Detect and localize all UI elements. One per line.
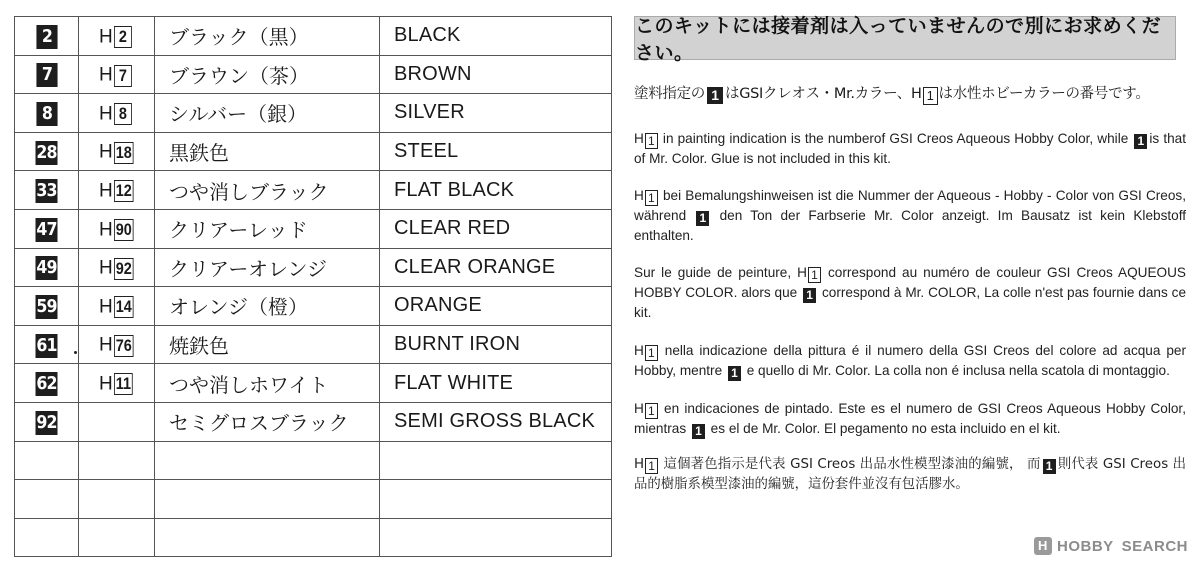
hobby-color-box-icon: 1 — [808, 267, 821, 283]
color-name-jp: ブラック（黒） — [155, 17, 380, 56]
color-name-en: BLACK — [380, 17, 612, 56]
note-jp-text-mid: はGSIクレオス・Mr.カラー、H — [725, 86, 922, 102]
note-zh-part1: 這個著色指示是代表 GSI Creos 出品水性模型漆油的編號， 而 — [659, 456, 1041, 472]
note-fr-pre: Sur le guide de peinture, H — [634, 265, 807, 281]
color-name-jp — [155, 480, 380, 519]
note-fr-part2: correspond à Mr. COLOR, La colle n'est pas fournie dans ce kit. — [634, 285, 1187, 321]
h-prefix: H — [99, 26, 113, 48]
watermark-word: SEARCH — [1121, 537, 1188, 555]
hobby-color-number: 14 — [115, 297, 132, 317]
paint-note-zh — [634, 455, 1186, 495]
note-de-part1: bei Bemalungshinweisen ist die Nummer der Aqueous - Hobby - Color von GSI Creos, während — [634, 188, 1186, 224]
h-prefix: H — [99, 219, 113, 241]
mr-color-badge-icon: 1 — [1043, 459, 1056, 474]
color-name-jp: つや消しホワイト — [155, 364, 380, 403]
h-prefix: H — [99, 373, 113, 395]
h-prefix: H — [634, 456, 645, 472]
mr-color-number: 92 — [36, 411, 57, 433]
watermark-brand: HOBBY — [1056, 537, 1114, 555]
hobby-color-cell — [79, 132, 155, 171]
paint-color-table — [14, 16, 612, 557]
table-row — [15, 209, 612, 248]
mr-color-cell — [15, 132, 79, 171]
color-name-jp: シルバー（銀） — [155, 94, 380, 133]
h-prefix: H — [99, 103, 113, 125]
table-row — [15, 94, 612, 133]
instructions-panel — [634, 16, 1192, 495]
mr-color-number: 8 — [36, 102, 57, 126]
mr-color-number: 2 — [36, 25, 57, 49]
table-row — [15, 55, 612, 94]
mr-color-badge-icon: 1 — [728, 366, 741, 381]
mr-color-cell — [15, 480, 79, 519]
mr-color-number: 7 — [36, 63, 57, 87]
color-name-jp — [155, 518, 380, 557]
note-es-part1: en indicaciones de pintado. Este es el numero de GSI Creos Aqueous Hobby Color, mientras — [634, 400, 1186, 436]
color-name-jp — [155, 441, 380, 480]
hobby-color-box-icon: 1 — [645, 190, 658, 206]
color-name-jp: 黒鉄色 — [155, 132, 380, 171]
table-row — [15, 287, 612, 326]
note-en-part2: is that of Mr. Color. Glue is not included in this kit. — [634, 131, 1186, 166]
hobby-color-cell — [79, 287, 155, 326]
note-zh-part2: 則代表 GSI Creos 出品的樹脂系模型漆油的編號，這份套件並沒有包活膠水。 — [634, 456, 1186, 492]
hobby-color-box-icon: 1 — [923, 87, 938, 105]
hobby-color-cell — [79, 17, 155, 56]
color-name-en: BROWN — [380, 55, 612, 94]
mr-color-cell — [15, 55, 79, 94]
mr-color-cell — [15, 171, 79, 210]
mr-color-cell — [15, 441, 79, 480]
hobby-color-cell — [79, 94, 155, 133]
color-name-jp: 焼鉄色 — [155, 325, 380, 364]
note-en-part1: in painting indication is the numberof GSI Creos Aqueous Hobby Color, while — [658, 131, 1133, 146]
glue-notice-banner: このキットには接着剤は入っていませんので別にお求めください。 — [634, 16, 1176, 60]
color-name-en — [380, 480, 612, 519]
mr-color-number: 62 — [36, 373, 57, 395]
mr-color-badge-icon: 1 — [803, 288, 816, 303]
stray-dot — [74, 351, 77, 354]
hobby-color-cell — [79, 402, 155, 441]
mr-color-number: 61 — [36, 334, 57, 356]
paint-note-jp — [634, 82, 1192, 105]
mr-color-cell — [15, 325, 79, 364]
mr-color-cell — [15, 248, 79, 287]
h-prefix: H — [634, 400, 644, 416]
color-name-jp: ブラウン（茶） — [155, 55, 380, 94]
hobby-color-cell — [79, 248, 155, 287]
hobby-color-box-icon: 1 — [645, 133, 658, 149]
mr-color-badge-icon: 1 — [1134, 134, 1147, 149]
color-name-en: FLAT BLACK — [380, 171, 612, 210]
mr-color-badge-icon: 1 — [692, 424, 705, 439]
color-name-en: CLEAR RED — [380, 209, 612, 248]
hobby-color-cell — [79, 209, 155, 248]
table-row — [15, 402, 612, 441]
hobby-color-box-icon: 1 — [645, 345, 658, 361]
mr-color-number: 59 — [36, 295, 57, 317]
hobby-search-watermark — [1034, 537, 1188, 555]
hobby-color-number: 90 — [115, 220, 132, 240]
color-name-jp: セミグロスブラック — [155, 402, 380, 441]
hobby-color-cell — [79, 364, 155, 403]
color-name-jp: クリアーオレンジ — [155, 248, 380, 287]
h-prefix: H — [99, 180, 113, 202]
mr-color-number: 33 — [36, 180, 57, 202]
table-row — [15, 518, 612, 557]
table-row — [15, 441, 612, 480]
color-name-en: BURNT IRON — [380, 325, 612, 364]
hobby-color-number: 7 — [114, 65, 132, 87]
mr-color-cell — [15, 364, 79, 403]
table-row — [15, 132, 612, 171]
hobby-color-cell — [79, 480, 155, 519]
hobby-color-cell — [79, 171, 155, 210]
mr-color-cell — [15, 402, 79, 441]
hobby-color-number: 92 — [115, 258, 132, 278]
h-prefix: H — [99, 296, 113, 318]
color-name-jp: つや消しブラック — [155, 171, 380, 210]
mr-color-badge-icon: 1 — [696, 211, 709, 226]
color-name-en: CLEAR ORANGE — [380, 248, 612, 287]
color-name-en: SEMI GROSS BLACK — [380, 402, 612, 441]
h-prefix: H — [99, 64, 113, 86]
color-name-en — [380, 518, 612, 557]
hobby-color-number: 76 — [115, 335, 132, 355]
color-name-en: FLAT WHITE — [380, 364, 612, 403]
hobby-color-cell — [79, 441, 155, 480]
hobby-color-number: 18 — [115, 142, 132, 162]
table-row — [15, 17, 612, 56]
paint-note-fr — [634, 263, 1186, 322]
hobby-color-box-icon: 1 — [645, 403, 658, 419]
paint-note-it — [634, 341, 1186, 381]
color-name-en: ORANGE — [380, 287, 612, 326]
mr-color-number: 28 — [36, 141, 57, 163]
h-prefix: H — [634, 188, 644, 204]
color-name-en: STEEL — [380, 132, 612, 171]
hobby-color-cell — [79, 518, 155, 557]
hobby-color-number: 2 — [114, 26, 132, 48]
hobby-color-cell — [79, 325, 155, 364]
note-jp-text-post: は水性ホビーカラーの番号です。 — [938, 86, 1150, 102]
table-row — [15, 171, 612, 210]
mr-color-cell — [15, 287, 79, 326]
color-name-jp: オレンジ（橙） — [155, 287, 380, 326]
mr-color-number: 47 — [36, 218, 57, 240]
h-prefix: H — [99, 334, 113, 356]
paint-note-es — [634, 399, 1186, 439]
color-name-en — [380, 441, 612, 480]
note-it-part1: nella indicazione della pittura é il numero della GSI Creos del colore ad acqua per Hobby, mentre — [634, 342, 1186, 378]
mr-color-number: 49 — [36, 257, 57, 279]
color-name-jp: クリアーレッド — [155, 209, 380, 248]
hobby-search-logo-icon: H — [1034, 537, 1052, 555]
note-jp-text-pre: 塗料指定の — [634, 86, 705, 102]
table-row — [15, 248, 612, 287]
table-row — [15, 480, 612, 519]
mr-color-badge-icon: 1 — [707, 87, 723, 104]
mr-color-cell — [15, 94, 79, 133]
table-row — [15, 325, 612, 364]
table-row — [15, 364, 612, 403]
h-prefix: H — [634, 131, 644, 146]
hobby-color-number: 8 — [114, 103, 132, 125]
hobby-color-number: 11 — [115, 374, 131, 394]
h-prefix: H — [99, 141, 113, 163]
mr-color-cell — [15, 518, 79, 557]
hobby-color-box-icon: 1 — [645, 458, 658, 474]
mr-color-cell — [15, 209, 79, 248]
paint-table-body — [15, 17, 612, 557]
hobby-color-number: 12 — [115, 181, 132, 201]
note-it-part2: e quello di Mr. Color. La colla non é inclusa nella scatola di montaggio. — [742, 362, 1170, 378]
mr-color-cell — [15, 17, 79, 56]
h-prefix: H — [634, 342, 644, 358]
note-fr-part1: correspond au numéro de couleur GSI Creos AQUEOUS HOBBY COLOR. alors que — [634, 265, 1186, 301]
color-name-en: SILVER — [380, 94, 612, 133]
paint-note-de — [634, 186, 1186, 245]
hobby-color-cell — [79, 55, 155, 94]
note-es-part2: es el de Mr. Color. El pegamento no esta incluido en el kit. — [706, 420, 1061, 436]
h-prefix: H — [99, 257, 113, 279]
note-de-part2: den Ton der Farbserie Mr. Color anzeigt. Im Bausatz ist kein Klebstoff enthalten. — [634, 208, 1187, 244]
paint-note-en — [634, 129, 1186, 168]
